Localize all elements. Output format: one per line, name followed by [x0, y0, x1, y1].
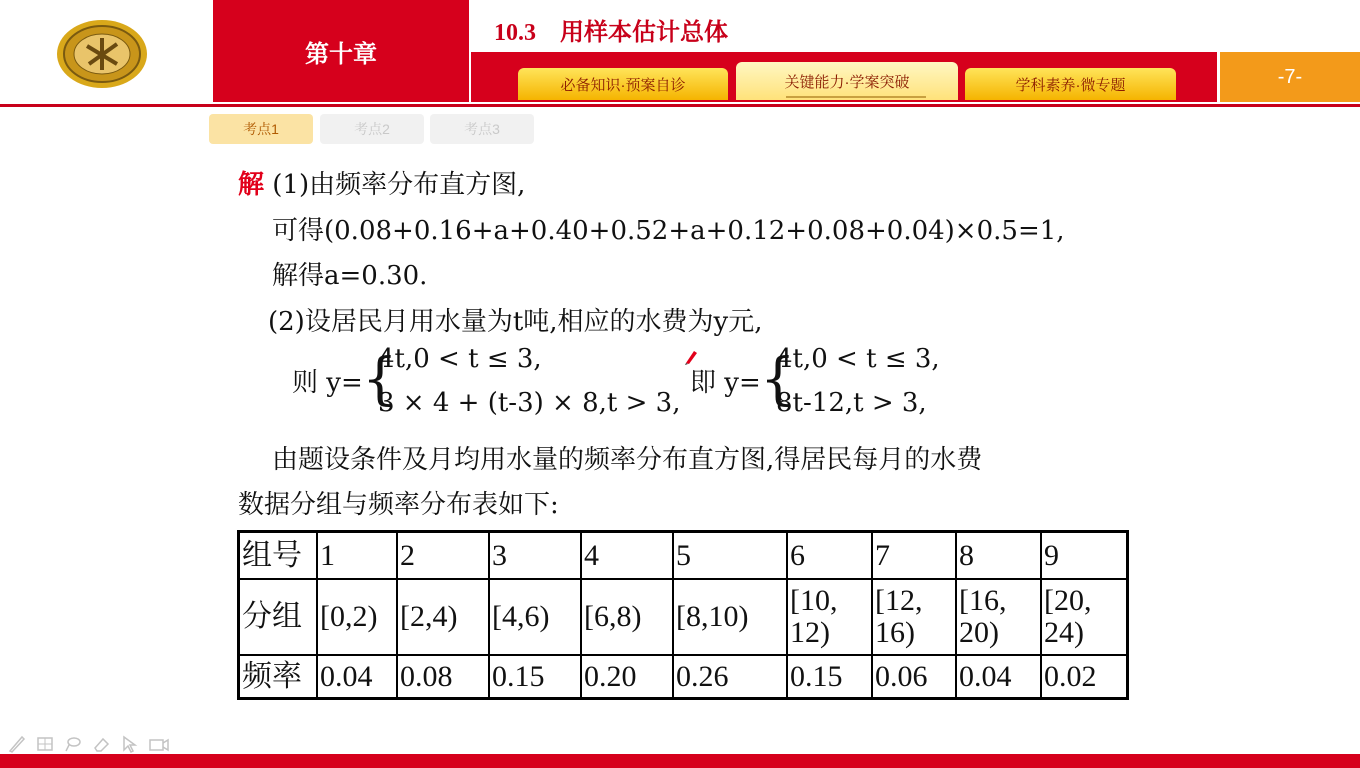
frequency-table	[237, 530, 1129, 700]
table-row	[239, 532, 1128, 580]
table-cell: 8	[956, 532, 1041, 580]
table-cell: [6,8)	[581, 579, 673, 655]
table-row	[239, 579, 1128, 655]
table-cell: [2,4)	[397, 579, 489, 655]
tab-key-ability[interactable]: 关键能力·学案突破	[736, 62, 958, 100]
table-cell: 1	[317, 532, 397, 580]
table-cell: 0.04	[956, 655, 1041, 699]
grid-tool-icon[interactable]	[36, 735, 54, 753]
table-cell: 0.06	[872, 655, 956, 699]
chapter-label: 第十章	[213, 0, 469, 102]
table-cell: [10, 12)	[787, 579, 872, 655]
table-cell: 0.15	[787, 655, 872, 699]
piecewise-2-prefix: 即 y=	[690, 368, 761, 398]
pen-tool-icon[interactable]	[8, 735, 26, 753]
table-cell: 9	[1041, 532, 1128, 580]
piecewise-2-case-1: 4t,0 < t ≤ 3,	[776, 344, 940, 374]
table-row	[239, 655, 1128, 699]
table-cell: 频率	[239, 655, 318, 699]
solution-line-5: 由题设条件及月均用水量的频率分布直方图,得居民每月的水费	[272, 445, 983, 475]
table-cell: 组号	[239, 532, 318, 580]
table-cell: 2	[397, 532, 489, 580]
school-logo	[55, 18, 149, 90]
sub-tab-topic-3[interactable]: 考点3	[430, 114, 534, 144]
table-cell: 0.15	[489, 655, 581, 699]
solution-line-6: 数据分组与频率分布表如下:	[238, 490, 559, 520]
table-cell: 分组	[239, 579, 318, 655]
table-cell: [12, 16)	[872, 579, 956, 655]
header-divider	[0, 104, 1360, 107]
section-name: 用样本估计总体	[560, 20, 728, 46]
solution-line-2: 可得(0.08+0.16+a+0.40+0.52+a+0.12+0.08+0.04)×0.5=1,	[272, 216, 1065, 246]
page-number: -7-	[1220, 52, 1360, 102]
table-cell: 0.26	[673, 655, 787, 699]
brace-2-icon: {	[760, 347, 796, 412]
table-cell: [0,2)	[317, 579, 397, 655]
pen-cursor-icon	[684, 349, 698, 369]
table-cell: 7	[872, 532, 956, 580]
sub-tab-topic-1[interactable]: 考点1	[209, 114, 313, 144]
table-cell: 6	[787, 532, 872, 580]
tab-basic-knowledge[interactable]: 必备知识·预案自诊	[518, 68, 728, 100]
table-cell: 0.20	[581, 655, 673, 699]
section-title	[494, 12, 728, 47]
tab-subject-literacy[interactable]: 学科素养·微专题	[965, 68, 1176, 100]
table-cell: 4	[581, 532, 673, 580]
piecewise-2-case-2: 8t-12,t > 3,	[776, 388, 927, 418]
eraser-tool-icon[interactable]	[92, 735, 110, 753]
lasso-tool-icon[interactable]	[64, 735, 82, 753]
table-cell: [8,10)	[673, 579, 787, 655]
solution-text-1: (1)由频率分布直方图,	[272, 170, 526, 200]
presenter-toolbar	[8, 735, 170, 755]
table-cell: 0.08	[397, 655, 489, 699]
table-cell: 5	[673, 532, 787, 580]
section-number: 10.3	[494, 20, 536, 46]
table-cell: 3	[489, 532, 581, 580]
camera-tool-icon[interactable]	[148, 735, 170, 753]
table-cell: [20, 24)	[1041, 579, 1128, 655]
solution-line-3: 解得a=0.30.	[272, 261, 428, 291]
table-cell: [16, 20)	[956, 579, 1041, 655]
table-cell: 0.02	[1041, 655, 1128, 699]
brace-1-icon: {	[362, 347, 398, 412]
footer-bar	[0, 754, 1360, 768]
solution-line-1	[238, 170, 525, 200]
piecewise-1-case-2: 3 × 4 + (t-3) × 8,t > 3,	[378, 388, 681, 418]
sub-tab-topic-2[interactable]: 考点2	[320, 114, 424, 144]
piecewise-1-prefix: 则 y=	[292, 368, 363, 398]
solution-marker: 解	[238, 170, 265, 200]
table-cell: 0.04	[317, 655, 397, 699]
pointer-tool-icon[interactable]	[120, 735, 138, 753]
piecewise-1-case-1: 4t,0 < t ≤ 3,	[378, 344, 542, 374]
solution-line-4: (2)设居民月用水量为t吨,相应的水费为y元,	[268, 307, 763, 337]
table-cell: [4,6)	[489, 579, 581, 655]
active-tab-underline	[786, 96, 926, 98]
